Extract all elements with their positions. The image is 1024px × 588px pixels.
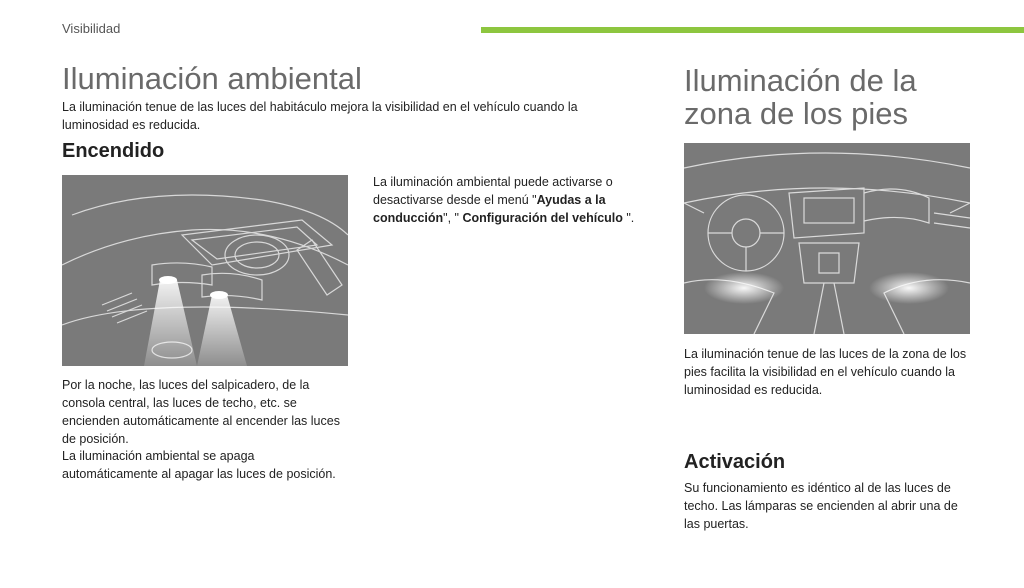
section-label: Visibilidad bbox=[62, 21, 121, 36]
menu-activation-text: La iluminación ambiental puede activarse o desactivarse desde el menú "Ayudas a la conducción", " Configuración del vehículo ". bbox=[373, 175, 635, 225]
ambient-lighting-intro: La iluminación tenue de las luces del habitáculo mejora la visibilidad en el vehículo cuando la luminosidad es reducida. bbox=[62, 100, 578, 132]
footwell-lighting-intro: La iluminación tenue de las luces de la zona de los pies facilita la visibilidad en el vehículo cuando la luminosidad es reducida. bbox=[684, 347, 967, 397]
ambient-lighting-caption-2: La iluminación ambiental se apaga automáticamente al apagar las luces de posición. bbox=[62, 449, 336, 481]
menu-ayudas-conduccion: Ayudas a la conducción bbox=[373, 193, 606, 225]
menu-configuracion-vehiculo: Configuración del vehículo bbox=[462, 211, 623, 225]
footwell-lights-illustration-icon bbox=[684, 143, 970, 334]
ambient-lighting-caption-1: Por la noche, las luces del salpicadero, de la consola central, las luces de techo, etc. se encienden automáticamente al encender las luces de posición. bbox=[62, 378, 340, 446]
footwell-lighting-title: Iluminación de la zona de los pies bbox=[684, 63, 917, 131]
ceiling-lights-illustration-icon bbox=[62, 175, 348, 366]
activacion-heading: Activación bbox=[684, 451, 786, 473]
activacion-body: Su funcionamiento es idéntico al de las luces de techo. Las lámparas se encienden al abrir una de las puertas. bbox=[684, 481, 958, 531]
encendido-heading: Encendido bbox=[62, 140, 165, 162]
ambient-lighting-title: Iluminación ambiental bbox=[62, 61, 362, 96]
header-accent-bar bbox=[481, 27, 1024, 33]
